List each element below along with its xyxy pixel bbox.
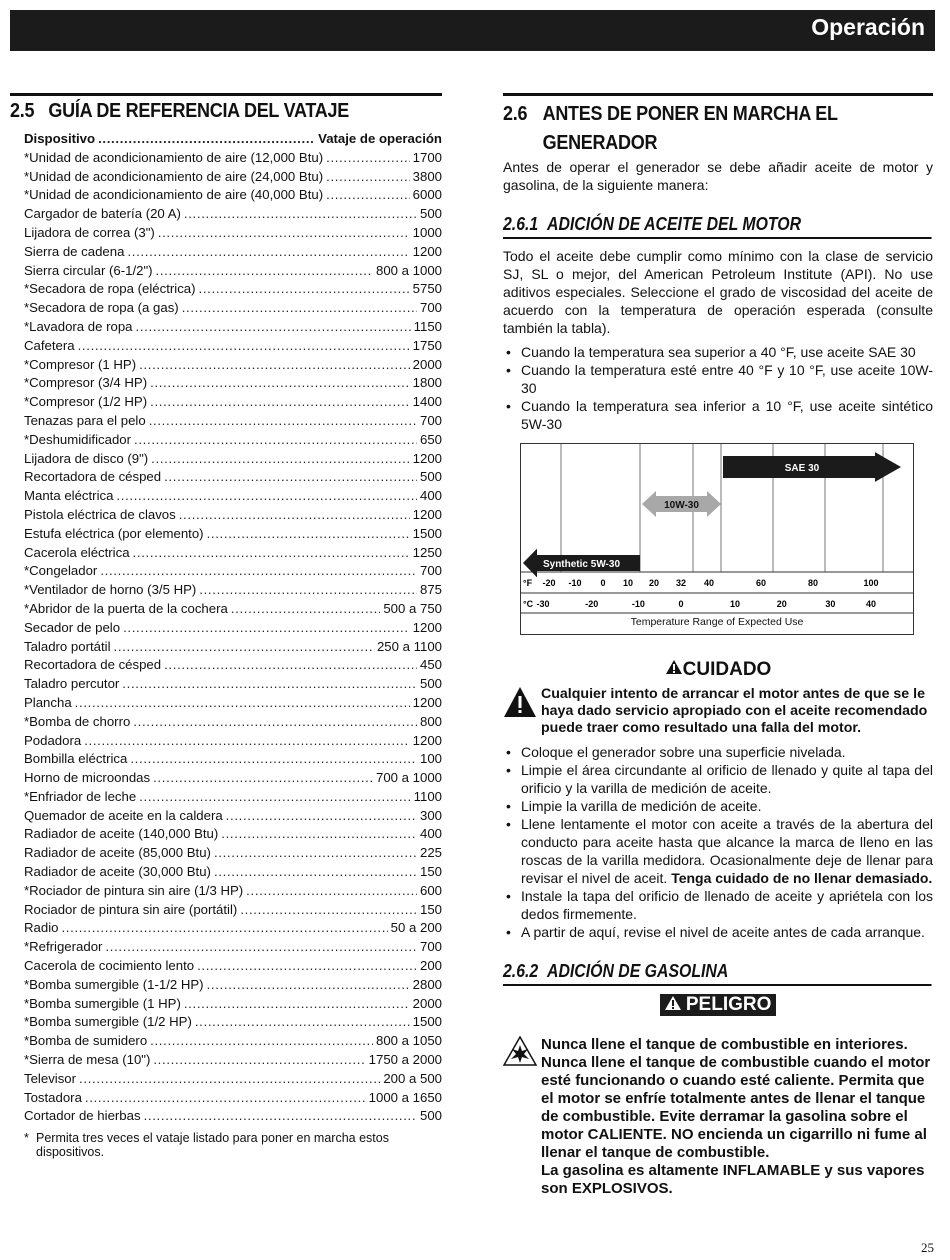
table-row: Horno de microondas . . . 700 a 1000	[24, 770, 442, 789]
list-item: • Coloque el generador sobre una superficie nivelada.	[503, 743, 933, 761]
table-row: Tenazas para el pelo . . . 700	[24, 413, 442, 432]
table-row: *Compresor (1 HP) . . . 2000	[24, 357, 442, 376]
table-row: Taladro percutor . . . 500	[24, 676, 442, 695]
table-row: *Bomba sumergible (1-1/2 HP) . . . 2800	[24, 977, 442, 996]
chart-x-label: Temperature Range of Expected Use	[630, 616, 804, 628]
table-row: Tostadora . . . 1000 a 1650	[24, 1090, 442, 1109]
table-row: *Secadora de ropa (eléctrica) . . . 5750	[24, 281, 442, 300]
list-item: • Cuando la temperatura sea inferior a 10 °F, use aceite sintético 5W-30	[503, 397, 933, 433]
table-row: *Deshumidificador . . . 650	[24, 432, 442, 451]
table-row: Televisor . . . 200 a 500	[24, 1071, 442, 1090]
chart-f-tick: 32	[675, 578, 687, 588]
table-row: Estufa eléctrica (por elemento) . . . 1500	[24, 526, 442, 545]
chart-c-tick: 0	[678, 599, 684, 609]
startup-section	[503, 93, 933, 1198]
subsection-heading-2-6-2: 2.6.2 ADICIÓN DE GASOLINA	[503, 961, 932, 986]
list-item: • Llene lentamente el motor con aceite a través de la abertura del conducto para aceite hasta que alcance la marca de lleno en las roscas de la varilla medidora. Ocasionalmente deje de llenar para revisar el nivel de aceit. Tenga cuidado de no llenar demasiado.	[503, 815, 933, 887]
list-item: • Limpie el área circundante al orificio de llenado y quite al tapa del orificio y la varilla de medición de aceite.	[503, 761, 933, 797]
chart-c-tick: 40	[865, 599, 877, 609]
explosion-icon	[503, 1036, 541, 1198]
table-row: Plancha . . . 1200	[24, 695, 442, 714]
table-row: Bombilla eléctrica . . . 100	[24, 751, 442, 770]
subsection-heading-2-6-1: 2.6.1 ADICIÓN DE ACEITE DEL MOTOR	[503, 214, 932, 239]
table-row: Cacerola de cocimiento lento . . . 200	[24, 958, 442, 977]
chart-f-tick: 20	[648, 578, 660, 588]
caution-text: Cualquier intento de arrancar el motor antes de que se le haya dado servicio apropiado con el aceite recomendado puede traer como resultado una falla del motor.	[541, 686, 928, 736]
table-row: *Congelador . . . 700	[24, 563, 442, 582]
chart-f-tick: 0	[600, 578, 606, 588]
oil-steps	[503, 743, 933, 941]
chart-f-tick: 40	[703, 578, 715, 588]
table-row: Taladro portátil . . . 250 a 1100	[24, 639, 442, 658]
table-row: *Refrigerador . . . 700	[24, 939, 442, 958]
warning-triangle-icon	[503, 686, 537, 718]
oil-temperature-chart	[520, 443, 914, 635]
chart-c-tick: 20	[776, 599, 787, 609]
danger-heading-wrap	[503, 994, 933, 1016]
table-row: *Ventilador de horno (3/5 HP) . . . 875	[24, 582, 442, 601]
danger-text: Nunca llene el tanque de combustible en interiores. Nunca llene el tanque de combustible cuando el motor esté funcionando o cuando esté caliente. Permita que el motor se enfríe totalmente antes de llenar el tanque de combustible. Evite derramar la gasolina sobre el motor CALIENTE. NO encienda un cigarrillo ni fume al llenar el tanque de combustible.	[541, 1036, 931, 1161]
table-row: *Compresor (3/4 HP) . . . 1800	[24, 375, 442, 394]
chart-f-tick: 80	[807, 578, 819, 588]
table-row: Sierra de cadena . . . 1200	[24, 244, 442, 263]
table-row: *Unidad de acondicionamiento de aire (40,000 Btu) . . . 6000	[24, 187, 442, 206]
table-row: Podadora . . . 1200	[24, 733, 442, 752]
chart-c-tick: 30	[825, 599, 836, 609]
chart-bar-label: 10W-30	[664, 500, 699, 511]
table-row: Manta eléctrica . . . 400	[24, 488, 442, 507]
section-heading-2-6: 2.6 ANTES DE PONER EN MARCHA EL GENERADOR	[503, 103, 838, 154]
table-row: Cortador de hierbas . . . 500	[24, 1108, 442, 1127]
table-row: *Sierra de mesa (10") . . . 1750 a 2000	[24, 1052, 442, 1071]
table-row: *Secadora de ropa (a gas) . . . 700	[24, 300, 442, 319]
table-row: Pistola eléctrica de clavos . . . 1200	[24, 507, 442, 526]
header-title: Operación	[811, 14, 925, 40]
table-row: *Unidad de acondicionamiento de aire (24,000 Btu) . . . 3800	[24, 169, 442, 188]
chart-f-tick: -20	[542, 578, 556, 588]
intro-paragraph: Antes de operar el generador se debe añadir aceite de motor y gasolina, de la siguiente manera:	[503, 159, 933, 193]
table-row: *Rociador de pintura sin aire (1/3 HP) . . . 600	[24, 883, 442, 902]
table-row: Cargador de batería (20 A) . . . 500	[24, 206, 442, 225]
table-row: *Bomba sumergible (1/2 HP) . . . 1500	[24, 1014, 442, 1033]
chart-f-tick: 10	[622, 578, 634, 588]
warning-triangle-icon	[665, 996, 681, 1010]
table-row: Sierra circular (6-1/2") . . . 800 a 1000	[24, 263, 442, 282]
table-row: *Bomba de chorro . . . 800	[24, 714, 442, 733]
section-heading-2-5: 2.5 GUÍA DE REFERENCIA DEL VATAJE	[10, 100, 349, 122]
table-row: *Compresor (1/2 HP) . . . 1400	[24, 394, 442, 413]
list-item: • Instale la tapa del orificio de llenado de aceite y apriétela con los dedos firmemente.	[503, 887, 933, 923]
table-row: Radiador de aceite (140,000 Btu) . . . 400	[24, 826, 442, 845]
chart-c-tick: -30	[536, 599, 550, 609]
table-row: Radiador de aceite (85,000 Btu) . . . 225	[24, 845, 442, 864]
table-row: Radio . . . 50 a 200	[24, 920, 442, 939]
chart-bar-label: Synthetic 5W-30	[542, 559, 621, 570]
table-row: *Unidad de acondicionamiento de aire (12,000 Btu) . . . 1700	[24, 150, 442, 169]
list-item: • Cuando la temperatura esté entre 40 °F y 10 °F, use aceite 10W-30	[503, 361, 933, 397]
table-row: *Bomba sumergible (1 HP) . . . 2000	[24, 996, 442, 1015]
list-item: • Limpie la varilla de medición de aceite.	[503, 797, 933, 815]
section-rule	[10, 93, 442, 96]
oil-paragraph: Todo el aceite debe cumplir como mínimo con la clase de servicio SJ, SL o mejor, del American Petroleum Institute (API). No use aditivos especiales. Seleccione el grado de viscosidad del aceite de acuerdo con la temperatura de operación esperada (consulte también la tabla).	[503, 248, 933, 336]
list-item: • Cuando la temperatura sea superior a 40 °F, use aceite SAE 30	[503, 343, 933, 361]
table-row: *Enfriador de leche . . . 1100	[24, 789, 442, 808]
section-rule	[503, 93, 933, 96]
table-row: Quemador de aceite en la caldera . . . 300	[24, 808, 442, 827]
table-row: Cafetera . . . 1750	[24, 338, 442, 357]
table-row: Lijadora de disco (9") . . . 1200	[24, 451, 442, 470]
table-row: Rociador de pintura sin aire (portátil) . . . 150	[24, 902, 442, 921]
caution-heading: CUIDADO	[503, 659, 933, 681]
warning-triangle-icon	[665, 659, 683, 675]
caution-box	[503, 686, 933, 737]
table-row: Recortadora de césped . . . 450	[24, 657, 442, 676]
table-row: *Lavadora de ropa . . . 1150	[24, 319, 442, 338]
chart-f-tick: 60	[755, 578, 767, 588]
table-row: Lijadora de correa (3") . . . 1000	[24, 225, 442, 244]
danger-box	[503, 1036, 933, 1198]
footnote: * Permita tres veces el vataje listado para poner en marcha estos dispositivos.	[24, 1131, 389, 1160]
table-row: *Abridor de la puerta de la cochera . . . 500 a 750	[24, 601, 442, 620]
danger-text-2: La gasolina es altamente INFLAMABLE y sus vapores son EXPLOSIVOS.	[541, 1162, 925, 1197]
chart-f-tick: -10	[568, 578, 582, 588]
chart-c-tick: 10	[729, 599, 741, 609]
chart-c-unit: °C	[523, 599, 534, 609]
wattage-section	[10, 93, 442, 1159]
header-bar	[10, 10, 935, 51]
table-row: Cacerola eléctrica . . . 1250	[24, 545, 442, 564]
danger-text-block	[541, 1036, 933, 1198]
chart-c-tick: -20	[585, 599, 599, 609]
chart-bar-label: SAE 30	[784, 463, 820, 474]
chart-f-unit: °F	[523, 578, 533, 588]
table-header: Dispositivo . . . Vataje de operación	[24, 131, 442, 150]
chart-f-tick: 100	[863, 578, 879, 588]
oil-bullets	[503, 343, 933, 433]
table-row: Radiador de aceite (30,000 Btu) . . . 150	[24, 864, 442, 883]
list-item: • A partir de aquí, revise el nivel de aceite antes de cada arranque.	[503, 923, 933, 941]
chart-c-tick: -10	[631, 599, 645, 609]
table-row: Secador de pelo . . . 1200	[24, 620, 442, 639]
chart-svg	[521, 444, 913, 634]
page-number: 25	[921, 1240, 934, 1255]
table-row: Recortadora de césped . . . 500	[24, 469, 442, 488]
explosion-icon-graphic	[503, 1036, 537, 1066]
caution-icon	[503, 686, 541, 737]
wattage-table	[10, 131, 442, 1127]
danger-heading: PELIGRO	[660, 994, 777, 1016]
table-row: *Bomba de sumidero . . . 800 a 1050	[24, 1033, 442, 1052]
